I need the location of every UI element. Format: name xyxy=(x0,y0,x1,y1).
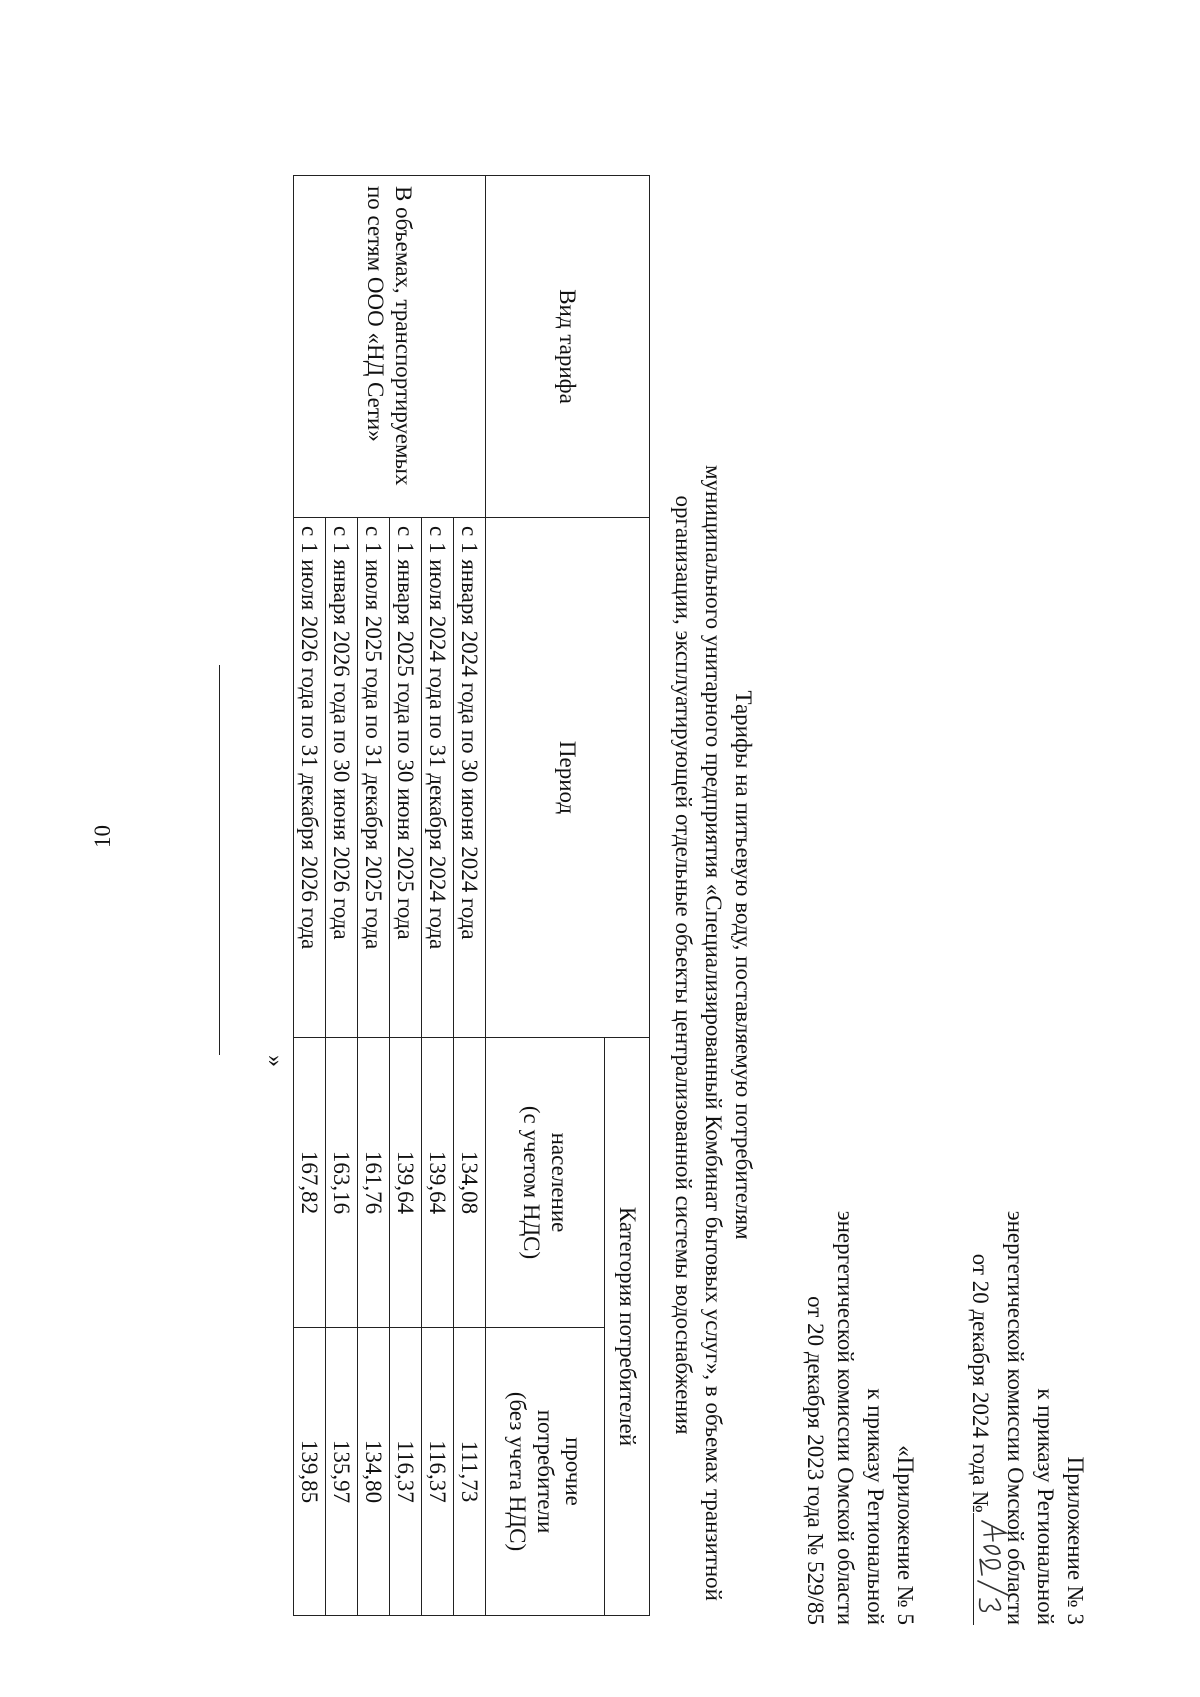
quoted-appendix-header xyxy=(800,1211,920,1625)
title-line: муниципального унитарного предприятия «Специализированный Комбинат бытовых услуг», в объемах транзитной xyxy=(701,465,726,1601)
header-other-consumers: прочие потребители (без учета НДС) xyxy=(486,1328,605,1616)
population-tariff-cell: 167,82 xyxy=(294,1038,326,1328)
quoted-header-line: от 20 декабря 2023 года № 529/85 xyxy=(803,1296,828,1625)
population-tariff-cell: 161,76 xyxy=(358,1038,390,1328)
appendix-date-prefix: от 20 декабря 2024 года № xyxy=(968,1253,993,1513)
title-line: Тарифы на питьевую воду, поставляемую потребителям xyxy=(731,690,756,1240)
page-number: 10 xyxy=(90,825,115,848)
appendix-header xyxy=(965,1211,1090,1625)
period-cell: с 1 января 2026 года по 30 июня 2026 года xyxy=(326,518,358,1038)
closing-rule xyxy=(219,665,220,1055)
title-line: организации, эксплуатирующей отдельные объекты централизованной системы водоснабжения xyxy=(671,495,696,1435)
other-tariff-cell: 116,37 xyxy=(390,1328,422,1616)
tariff-kind-cell: В объемах, транспортируемых по сетям ООО «НД Сети» xyxy=(294,176,486,518)
other-tariff-cell: 139,85 xyxy=(294,1328,326,1616)
period-cell: с 1 января 2024 года по 30 июня 2024 года xyxy=(454,518,486,1038)
other-tariff-cell: 134,80 xyxy=(358,1328,390,1616)
handwritten-order-number xyxy=(973,1513,1000,1625)
appendix-header-line: Приложение № 3 xyxy=(1063,1456,1088,1625)
rotated-landscape-page xyxy=(90,105,1120,1635)
appendix-date-line xyxy=(965,1211,1000,1625)
header-population: население (с учетом НДС) xyxy=(486,1038,605,1328)
tariff-table xyxy=(293,175,650,1616)
period-cell: с 1 июля 2025 года по 31 декабря 2025 года xyxy=(358,518,390,1038)
other-tariff-cell: 135,97 xyxy=(326,1328,358,1616)
quoted-header-line: к приказу Региональной xyxy=(863,1388,888,1625)
document-title xyxy=(668,465,758,1601)
other-tariff-cell: 111,73 xyxy=(454,1328,486,1616)
period-cell: с 1 января 2025 года по 30 июня 2025 года xyxy=(390,518,422,1038)
appendix-header-line: к приказу Региональной xyxy=(1033,1388,1058,1625)
period-cell: с 1 июля 2024 года по 31 декабря 2024 года xyxy=(422,518,454,1038)
other-tariff-cell: 116,37 xyxy=(422,1328,454,1616)
closing-quote-mark: » xyxy=(262,1055,288,1067)
header-consumer-category: Категория потребителей xyxy=(605,1038,650,1616)
handwritten-number-signature xyxy=(972,1517,1012,1621)
population-tariff-cell: 163,16 xyxy=(326,1038,358,1328)
period-cell: с 1 июля 2026 года по 31 декабря 2026 года xyxy=(294,518,326,1038)
header-tariff-kind: Вид тарифа xyxy=(486,176,650,518)
appendix-header-line: энергетической комиссии Омской области xyxy=(1003,1210,1028,1625)
quoted-header-line: энергетической комиссии Омской области xyxy=(833,1210,858,1625)
header-period: Период xyxy=(486,518,650,1038)
quoted-header-line: «Приложение № 5 xyxy=(893,1445,918,1625)
population-tariff-cell: 139,64 xyxy=(422,1038,454,1328)
table-row xyxy=(454,176,486,1616)
population-tariff-cell: 139,64 xyxy=(390,1038,422,1328)
population-tariff-cell: 134,08 xyxy=(454,1038,486,1328)
